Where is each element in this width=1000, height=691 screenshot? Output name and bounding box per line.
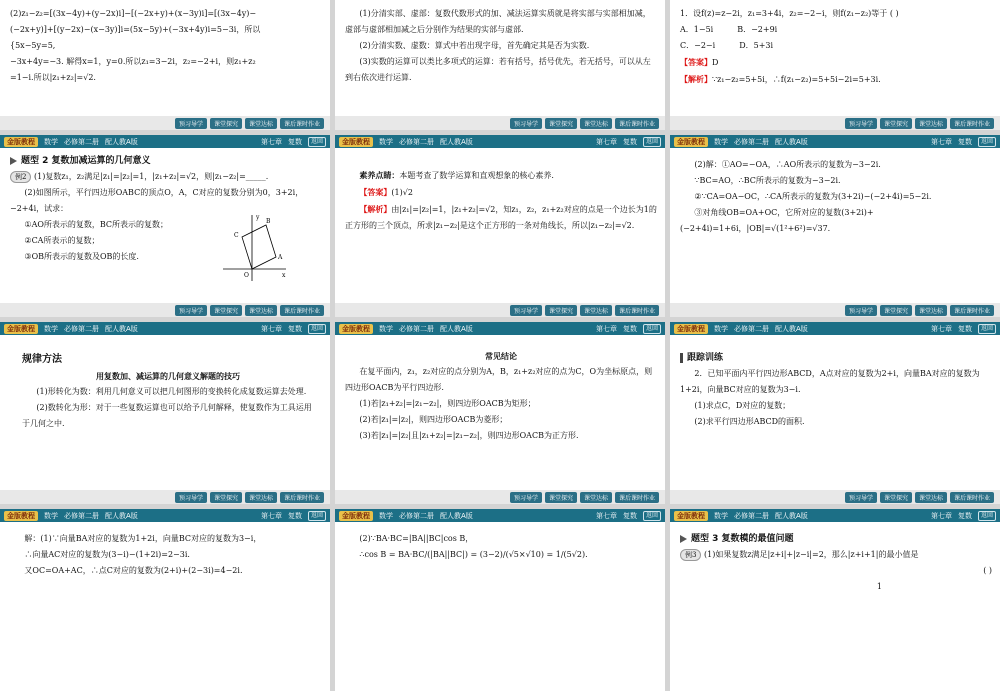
slide-header: 金版教程 数学 必修第二册 配人教A版 第七章 复数 返回 [0,135,330,148]
question-text: 1．设f(z)=z−2i，z₁=3+4i，z₂=−2−i，则f(z₁−z₂)等于 ( ) [680,9,899,18]
text-line: (1)分清实部、虚部：复数代数形式的加、减法运算实质就是将实部与实部相加减，虚部与虚部相加减之后分别作为结果的实部与虚部. [345,9,651,34]
svg-text:O: O [244,272,249,279]
nav-button[interactable]: 课后课时作业 [280,305,324,316]
brand-logo: 金版教程 [674,511,708,521]
text-line: ②∵CA=OA−OC，∴CA所表示的复数为(3+2i)−(−2+4i)=5−2i. [694,192,932,201]
answer-paren: ( ) [983,566,992,575]
brand-logo: 金版教程 [339,137,373,147]
return-button[interactable]: 返回 [308,324,326,334]
nav-button[interactable]: 预习导学 [845,305,877,316]
text-line: (2)求平行四边形ABCD的面积. [694,417,805,426]
text-line: (2)∵BA·BC=|BA||BC|cos B， [359,534,474,543]
slide-header: 金版教程 数学 必修第二册 配人教A版 第七章 复数 返回 [335,509,665,522]
core-literacy: 素养点睛：本题考查了数学运算和直观想象的核心素养. [359,170,554,180]
slide-header: 金版教程 数学 必修第二册 配人教A版 第七章 复数 返回 [0,322,330,335]
nav-button[interactable]: 课堂达标 [580,118,612,129]
nav-button[interactable]: 课堂达标 [580,492,612,503]
slide-footer [335,303,665,317]
svg-text:y: y [256,214,260,221]
nav-button[interactable]: 课堂探究 [880,118,912,129]
answer-line: 【答案】D [680,57,719,67]
options-row: C．−2−i D．5+3i [680,41,774,50]
nav-button[interactable]: 预习导学 [175,492,207,503]
section-title: 跟踪训练 [680,350,992,366]
nav-button[interactable]: 预习导学 [175,118,207,129]
slide-11 [335,509,665,691]
method-title: 规律方法 [22,354,62,365]
text-line: 解：(1)∵向量BA对应的复数为1+2i，向量BC对应的复数为3−i， [24,534,262,543]
slide-footer [335,490,665,504]
brand-logo: 金版教程 [674,324,708,334]
text-line: ∴向量AC对应的复数为(3−i)−(1+2i)=2−3i. [24,550,190,559]
slide-header: 金版教程 数学 必修第二册 配人教A版 第七章 复数 返回 [670,322,1000,335]
nav-button[interactable]: 课后课时作业 [280,118,324,129]
brand-logo: 金版教程 [4,511,38,521]
bar-icon [680,353,683,363]
nav-button[interactable]: 课后课时作业 [950,118,994,129]
nav-button[interactable]: 课堂探究 [210,305,242,316]
nav-button[interactable]: 课堂达标 [915,305,947,316]
nav-button[interactable]: 预习导学 [510,305,542,316]
nav-button[interactable]: 课堂探究 [880,492,912,503]
svg-text:B: B [266,218,271,225]
text-line: ②CA所表示的复数； [24,236,100,245]
slide-footer [335,116,665,130]
brand-logo: 金版教程 [674,137,708,147]
return-button[interactable]: 返回 [308,137,326,147]
slide-header: 金版教程 数学 必修第二册 配人教A版 第七章 复数 返回 [0,509,330,522]
nav-button[interactable]: 课堂探究 [545,118,577,129]
text-line: (2)如图所示，平行四边形OABC的顶点O，A，C对应的复数分别为0，3+2i，−2+4i，试求： [10,188,304,213]
slide-footer [0,116,330,130]
nav-button[interactable]: 课后课时作业 [950,305,994,316]
text-line: {5x−5y=5, [10,41,56,50]
slide-6 [670,135,1000,317]
text-line: −3x+4y=−3. 解得x=1，y=0.所以z₁=3−2i，z₂=−2+i，则z₁+z₂ [10,57,256,66]
section-title: 题型 2 复数加减运算的几何意义 [10,153,322,169]
nav-button[interactable]: 课堂探究 [210,118,242,129]
slide-header: 金版教程 数学 必修第二册 配人教A版 第七章 复数 返回 [670,135,1000,148]
return-button[interactable]: 返回 [978,511,996,521]
brand-logo: 金版教程 [4,324,38,334]
slide-footer [670,116,1000,130]
parallelogram-figure [218,211,288,283]
answer-line: 【答案】(1)√2 [359,187,413,197]
nav-button[interactable]: 课后课时作业 [280,492,324,503]
text-line: (3)若|z₁|=|z₂|且|z₁+z₂|=|z₁−z₂|，则四边形OACB为正方形. [359,431,579,440]
text-line: 又OC=OA+AC，∴点C对应的复数为(2+i)+(2−3i)=4−2i. [24,566,243,575]
options-row: A．1−5i B．−2+9i [680,25,778,34]
nav-button[interactable]: 课堂达标 [245,118,277,129]
text-line: (−2x+y)]+[(y−2x)−(x−3y)]i=(5x−5y)+(−3x+4y)i=5−3i，所以 [10,25,261,34]
nav-button[interactable]: 课堂达标 [245,305,277,316]
slide-4 [0,135,330,317]
nav-button[interactable]: 预习导学 [845,492,877,503]
slide-8 [335,322,665,504]
nav-button[interactable]: 预习导学 [510,118,542,129]
slide-header: 金版教程 数学 必修第二册 配人教A版 第七章 复数 返回 [670,509,1000,522]
nav-button[interactable]: 课后课时作业 [615,305,659,316]
nav-button[interactable]: 课堂探究 [210,492,242,503]
slide-footer [670,303,1000,317]
text-line: ③对角线OB=OA+OC，它所对应的复数(3+2i)+(−2+4i)=1+6i，|OB|=√(1²+6²)=√37. [680,208,874,233]
text-line: (1)求点C，D对应的复数； [694,401,791,410]
triangle-icon [680,535,687,543]
slide-1 [0,0,330,130]
slide-footer [0,303,330,317]
nav-button[interactable]: 预习导学 [845,118,877,129]
analysis-line: 【解析】∵z₁−z₂=5+5i，∴f(z₁−z₂)=5+5i−2i=5+3i. [680,74,881,84]
example-badge: 例2 [10,171,31,183]
nav-button[interactable]: 课堂达标 [580,305,612,316]
nav-button[interactable]: 预习导学 [510,492,542,503]
text-line: (1)若|z₁+z₂|=|z₁−z₂|，则四边形OACB为矩形； [359,399,536,408]
text-line: (2)分清实数、虚数：算式中若出现字母，首先确定其是否为实数. [359,41,590,50]
slide-5 [335,135,665,317]
slide-12 [670,509,1000,691]
svg-text:x: x [282,272,286,279]
nav-button[interactable]: 课堂达标 [915,492,947,503]
return-button[interactable]: 返回 [643,511,661,521]
text-line: ∵BC=AO，∴BC所表示的复数为−3−2i. [694,176,841,185]
triangle-icon [10,157,17,165]
slide-2 [335,0,665,130]
text-line: 例2 (1)复数z₁，z₂满足|z₁|=|z₂|=1，|z₁+z₂|=√2，则|z₁−z₂|=_____. [10,169,322,185]
text-line: ③OB所表示的复数及OB的长度. [24,252,139,261]
nav-button[interactable]: 课堂探究 [880,305,912,316]
return-button[interactable]: 返回 [643,137,661,147]
nav-button[interactable]: 课堂达标 [245,492,277,503]
conclusion-title: 常见结论 [485,351,517,361]
nav-button[interactable]: 课堂探究 [545,492,577,503]
nav-button[interactable]: 课后课时作业 [615,492,659,503]
nav-button[interactable]: 课堂探究 [545,305,577,316]
slide-footer [0,490,330,504]
nav-button[interactable]: 预习导学 [175,305,207,316]
svg-text:A: A [278,254,283,261]
text-line: (1)形转化为数：利用几何意义可以把几何图形的变换转化成复数运算去处理. [36,387,307,396]
nav-button[interactable]: 课后课时作业 [950,492,994,503]
text-line: (3)实数的运算可以类比多项式的运算：若有括号，括号优先，若无括号，可以从左到右依次进行运算. [345,57,651,82]
slide-9 [670,322,1000,504]
text-line: (2)z₁−z₂=[(3x−4y)+(y−2x)i]−[(−2x+y)+(x−3y)i]=[(3x−4y)− [10,9,257,18]
svg-text:C: C [234,232,239,239]
return-button[interactable]: 返回 [978,137,996,147]
slide-header: 金版教程 数学 必修第二册 配人教A版 第七章 复数 返回 [335,322,665,335]
text-line: (2)若|z₁|=|z₂|，则四边形OACB为菱形； [359,415,508,424]
return-button[interactable]: 返回 [978,324,996,334]
text-line: ∴cos B = BA·BC/(|BA||BC|) = (3−2)/(√5×√10) = 1/(5√2). [359,550,588,559]
brand-logo: 金版教程 [339,324,373,334]
text-line: =1−i.所以|z₁+z₂|=√2. [10,73,96,82]
text-line: 在复平面内，z₁，z₂对应的点分别为A，B，z₁+z₂对应的点为C，O为坐标原点，则四边形OACB为平行四边形. [345,367,653,392]
text-line: 例3 (1)如果复数z满足|z+i|+|z−i|=2，那么|z+i+1|的最小值是 [680,547,992,563]
nav-button[interactable]: 课堂达标 [915,118,947,129]
example-badge: 例3 [680,549,701,561]
text-line: (2)数转化为形：对于一些复数运算也可以给予几何解释，使复数作为工具运用于几何之中. [22,403,312,428]
slide-3 [670,0,1000,130]
return-button[interactable]: 返回 [308,511,326,521]
nav-button[interactable]: 课后课时作业 [615,118,659,129]
slide-header: 金版教程 数学 必修第二册 配人教A版 第七章 复数 返回 [335,135,665,148]
text-line: (2)解：①AO=−OA，∴AO所表示的复数为−3−2i. [694,160,881,169]
return-button[interactable]: 返回 [643,324,661,334]
text-line: ①AO所表示的复数，BC所表示的复数； [24,220,169,229]
method-subtitle: 用复数加、减运算的几何意义解题的技巧 [96,371,240,381]
slide-10 [0,509,330,691]
fraction-tail: 1 [876,582,882,591]
section-title: 题型 3 复数模的最值问题 [680,531,992,547]
brand-logo: 金版教程 [4,137,38,147]
analysis-line: 【解析】由|z₁|=|z₂|=1，|z₁+z₂|=√2，知z₁，z₂，z₁+z₂对应的点是一个边长为1的正方形的三个顶点，所求|z₁−z₂|是这个正方形的一条对角线长，所以|z₁−z₂|=√2. [345,204,657,230]
slide-footer [670,490,1000,504]
brand-logo: 金版教程 [339,511,373,521]
slide-7 [0,322,330,504]
text-line: 2．已知平面内平行四边形ABCD，A点对应的复数为2+i，向量BA对应的复数为1+2i，向量BC对应的复数为3−i. [680,369,980,394]
